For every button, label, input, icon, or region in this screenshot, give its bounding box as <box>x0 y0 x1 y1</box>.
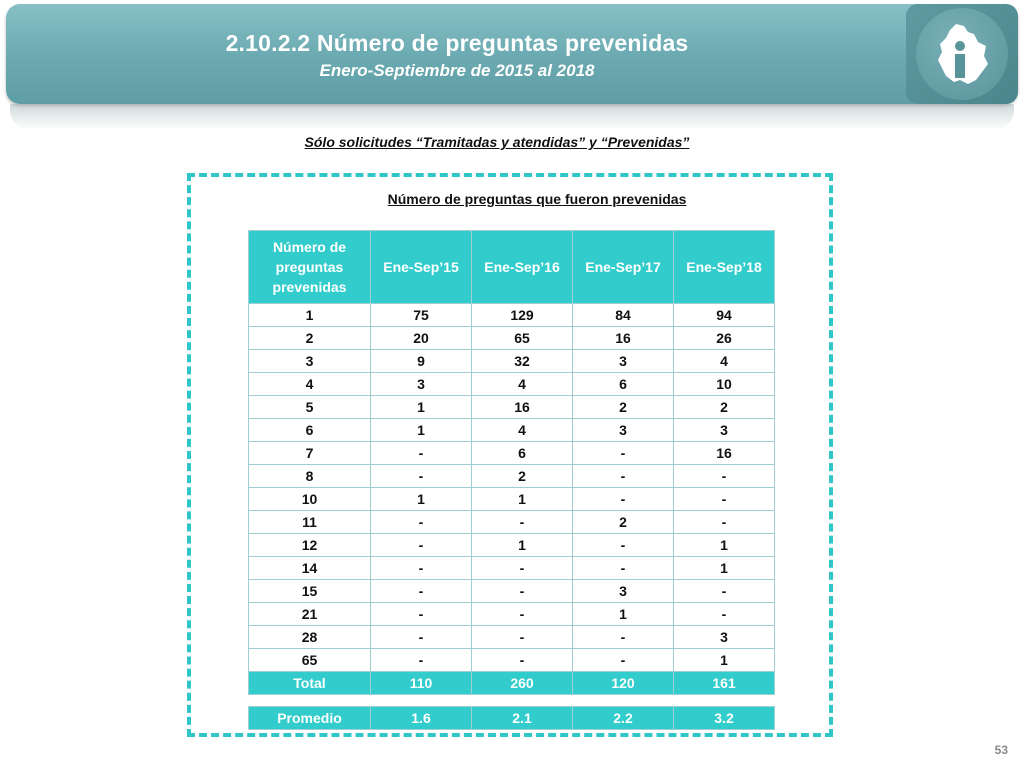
value-cell: 3 <box>674 419 775 442</box>
table-row <box>249 626 775 649</box>
value-cell: 16 <box>573 327 674 350</box>
value-cell: 129 <box>472 304 573 327</box>
table-row <box>249 304 775 327</box>
value-cell: - <box>371 626 472 649</box>
row-label-cell: 14 <box>249 557 371 580</box>
row-label-cell: 21 <box>249 603 371 626</box>
value-cell: 26 <box>674 327 775 350</box>
value-cell: - <box>472 557 573 580</box>
value-cell: 6 <box>573 373 674 396</box>
value-cell: 1 <box>674 649 775 672</box>
total-row <box>249 672 775 695</box>
value-cell: - <box>573 465 674 488</box>
average-cell: Promedio <box>249 707 371 730</box>
value-cell: - <box>371 442 472 465</box>
row-label-cell: 15 <box>249 580 371 603</box>
value-cell: - <box>573 649 674 672</box>
row-label-cell: 6 <box>249 419 371 442</box>
value-cell: 16 <box>674 442 775 465</box>
average-cell: 1.6 <box>371 707 472 730</box>
value-cell: 9 <box>371 350 472 373</box>
value-cell: 6 <box>472 442 573 465</box>
value-cell: - <box>371 511 472 534</box>
value-cell: 4 <box>674 350 775 373</box>
value-cell: 1 <box>472 534 573 557</box>
total-cell: Total <box>249 672 371 695</box>
value-cell: 1 <box>472 488 573 511</box>
table-row <box>249 557 775 580</box>
value-cell: - <box>674 465 775 488</box>
table-row <box>249 350 775 373</box>
table-row <box>249 603 775 626</box>
header-cell: Ene-Sep’16 <box>472 231 573 304</box>
table-header-row <box>249 231 775 304</box>
value-cell: 84 <box>573 304 674 327</box>
value-cell: 2 <box>573 396 674 419</box>
value-cell: 3 <box>573 350 674 373</box>
table-row <box>249 511 775 534</box>
table-row <box>249 465 775 488</box>
row-label-cell: 65 <box>249 649 371 672</box>
row-label-cell: 7 <box>249 442 371 465</box>
header-cell: Ene-Sep’17 <box>573 231 674 304</box>
value-cell: - <box>472 580 573 603</box>
row-label-cell: 2 <box>249 327 371 350</box>
row-label-cell: 4 <box>249 373 371 396</box>
total-cell: 110 <box>371 672 472 695</box>
value-cell: - <box>371 603 472 626</box>
value-cell: 1 <box>371 488 472 511</box>
data-table <box>248 230 775 695</box>
value-cell: - <box>472 603 573 626</box>
table-row <box>249 534 775 557</box>
total-cell: 260 <box>472 672 573 695</box>
value-cell: 32 <box>472 350 573 373</box>
average-cell: 2.1 <box>472 707 573 730</box>
header-shadow <box>10 104 1014 130</box>
page-number: 53 <box>994 743 1008 757</box>
total-cell: 120 <box>573 672 674 695</box>
value-cell: - <box>371 534 472 557</box>
value-cell: - <box>573 557 674 580</box>
table-caption: Número de preguntas que fueron prevenidas <box>387 191 687 207</box>
row-label-cell: 12 <box>249 534 371 557</box>
value-cell: 3 <box>573 580 674 603</box>
value-cell: 3 <box>573 419 674 442</box>
value-cell: - <box>573 442 674 465</box>
row-label-cell: 28 <box>249 626 371 649</box>
value-cell: - <box>573 626 674 649</box>
page-subtitle: Enero-Septiembre de 2015 al 2018 <box>319 61 595 80</box>
header-cell: Número de preguntas prevenidas <box>249 231 371 304</box>
row-label-cell: 8 <box>249 465 371 488</box>
row-label-cell: 10 <box>249 488 371 511</box>
value-cell: 1 <box>573 603 674 626</box>
value-cell: 2 <box>674 396 775 419</box>
row-label-cell: 11 <box>249 511 371 534</box>
table-row <box>249 488 775 511</box>
page-title: 2.10.2.2 Número de preguntas prevenidas <box>225 30 689 56</box>
value-cell: 75 <box>371 304 472 327</box>
value-cell: - <box>472 511 573 534</box>
row-label-cell: 1 <box>249 304 371 327</box>
value-cell: - <box>371 465 472 488</box>
value-cell: 3 <box>674 626 775 649</box>
table-row <box>249 373 775 396</box>
table-body <box>249 304 775 695</box>
value-cell: - <box>573 488 674 511</box>
value-cell: 1 <box>371 419 472 442</box>
value-cell: - <box>674 580 775 603</box>
value-cell: - <box>573 534 674 557</box>
value-cell: 1 <box>674 557 775 580</box>
value-cell: 4 <box>472 419 573 442</box>
average-cell: 2.2 <box>573 707 674 730</box>
value-cell: - <box>674 511 775 534</box>
value-cell: 2 <box>573 511 674 534</box>
total-cell: 161 <box>674 672 775 695</box>
cdmx-map-info-icon <box>934 22 990 86</box>
header-cell: Ene-Sep’18 <box>674 231 775 304</box>
value-cell: - <box>371 557 472 580</box>
average-row <box>249 707 775 730</box>
table-row <box>249 396 775 419</box>
table-row <box>249 419 775 442</box>
table-row <box>249 327 775 350</box>
logo-box <box>906 4 1018 104</box>
value-cell: 1 <box>371 396 472 419</box>
average-cell: 3.2 <box>674 707 775 730</box>
value-cell: 4 <box>472 373 573 396</box>
value-cell: 20 <box>371 327 472 350</box>
table-row <box>249 442 775 465</box>
value-cell: 16 <box>472 396 573 419</box>
header-cell: Ene-Sep’15 <box>371 231 472 304</box>
logo-circle <box>916 8 1008 100</box>
value-cell: - <box>674 488 775 511</box>
row-label-cell: 3 <box>249 350 371 373</box>
table-row <box>249 580 775 603</box>
value-cell: - <box>674 603 775 626</box>
value-cell: 3 <box>371 373 472 396</box>
value-cell: 10 <box>674 373 775 396</box>
value-cell: 65 <box>472 327 573 350</box>
average-table <box>248 706 775 730</box>
value-cell: - <box>371 649 472 672</box>
table-row <box>249 649 775 672</box>
value-cell: - <box>472 626 573 649</box>
value-cell: 2 <box>472 465 573 488</box>
value-cell: - <box>371 580 472 603</box>
row-label-cell: 5 <box>249 396 371 419</box>
value-cell: - <box>472 649 573 672</box>
value-cell: 94 <box>674 304 775 327</box>
value-cell: 1 <box>674 534 775 557</box>
filter-note: Sólo solicitudes “Tramitadas y atendidas” y “Prevenidas” <box>304 134 690 150</box>
